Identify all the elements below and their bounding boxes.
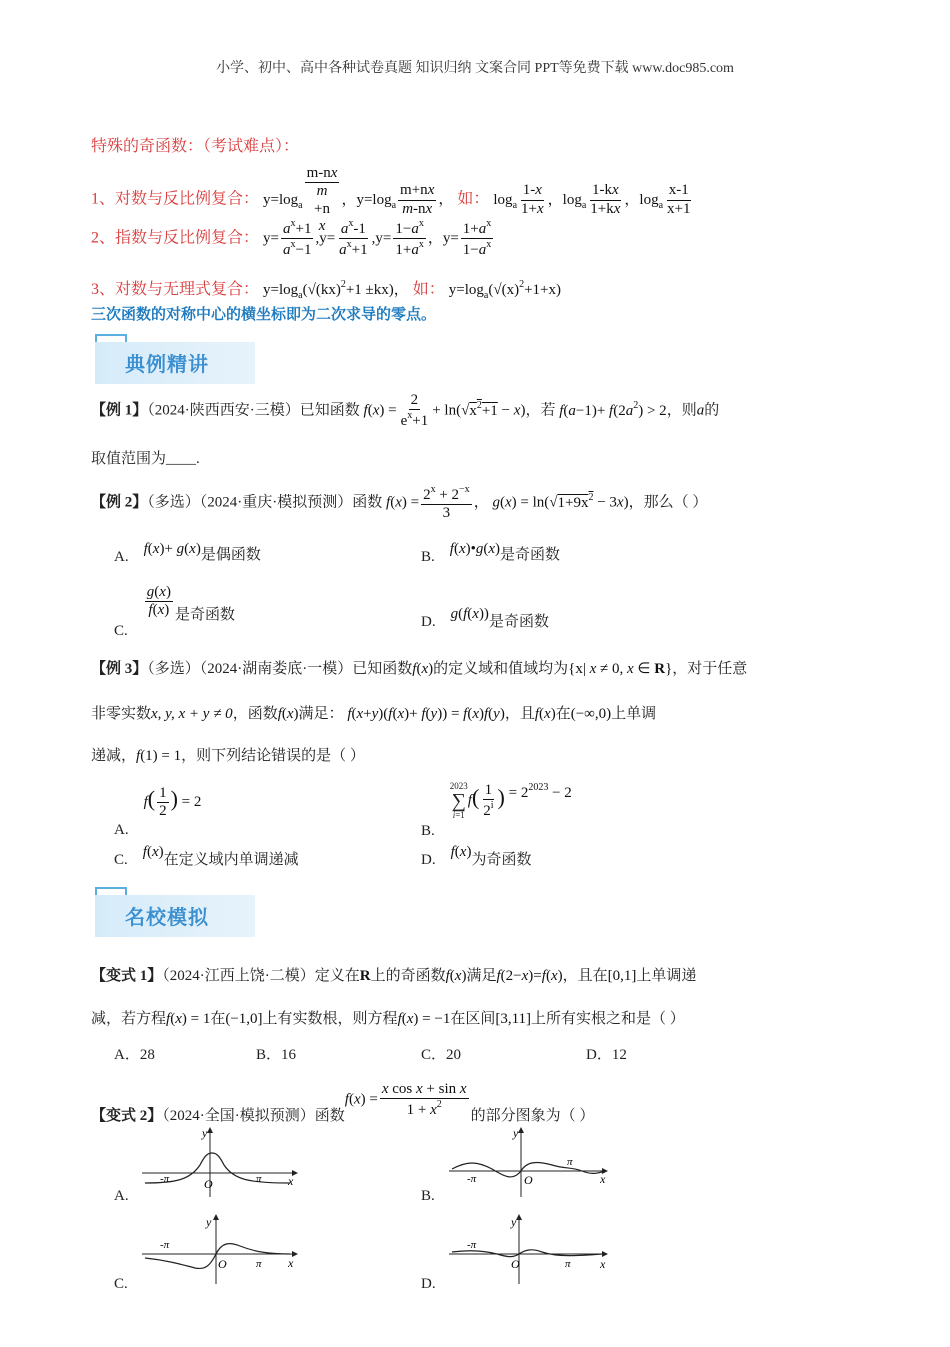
special-line-3: 3、对数与无理式复合： $y=\log_a(√(kx)^2+1 \pm kx)$， 如： $y=\log_a(√(x)^2+1+x)$ <box>91 279 562 301</box>
graph-d-y: y <box>511 1215 517 1229</box>
special-title: 特殊的奇函数：（考试难点）： <box>91 138 300 155</box>
graph-d-x: x <box>600 1257 606 1271</box>
variant-1-option-d[interactable]: D．12 <box>586 1047 627 1063</box>
example-2-option-a[interactable]: A. f(x)+ g(x)是偶函数 <box>114 541 261 565</box>
variant-2: 【变式 2】（2024·全国·模拟预测）函数f(x) = $\frac{\text{x cos x + sin x}}{1 + x^2}$ 的部分图象为（ ） <box>91 1081 595 1124</box>
example-3-option-b[interactable]: B. 2023 ∑ i=1 f( $\frac{1}{2^i}$ ) = $2^{2023} - 2$ <box>421 781 572 839</box>
variant-1-option-a[interactable]: A．28 <box>114 1047 155 1063</box>
example-3-line2: 非零实数x, y, x + y ≠ 0，函数f(x)满足： f(x+y)(f(x)+ f(y)) = f(x)f(y)，且f(x)在(−∞,0)上单调 <box>91 706 657 722</box>
graph-d-origin: O <box>511 1257 520 1271</box>
special-line-1: 1、对数与反比例复合： $y=\log_a$ m-nx m +n x ，$y=\log_a$ $\frac{m+nx}{m-nx}$ ， 如： $\log_a$ $\frac{1-x}{1+x}$ ，$\log_a$ $\frac{1-kx}{1+kx}$ ，$\log_a$ $\frac{x-1}{x+1}$ <box>91 165 691 234</box>
variant-1-line1: 【变式 1】（2024·江西上饶·二模）定义在R上的奇函数f(x)满足f(2−x)=f(x)，且在[0,1]上单调递 <box>91 968 697 984</box>
banner-examples: 典例精讲 <box>95 334 255 384</box>
graph-a-y: y <box>202 1126 208 1140</box>
banner-mock: 名校模拟 <box>95 887 255 937</box>
special-line-2: 2、指数与反比例复合： y= $\frac{a^x+1}{a^x-1}$ ,y= $\frac{a^x-1}{a^x+1}$ ,y= $\frac{1-a^x}{1+a^x}$ ，y= $\frac{1+a^x}{1-a^x}$ <box>91 218 492 259</box>
graph-a-pi: π <box>256 1173 262 1185</box>
example-2-option-c[interactable]: C. $\frac{g(x)}{f(x)}$ 是奇函数 <box>114 584 235 640</box>
example-2: 【例 2】（多选）（2024·重庆·模拟预测）函数 f(x) = $\frac{2^x + 2^{-x}}{3}$ ， $g(x) = \ln(√1+9x^2 - 3x)$，那么（ ） <box>91 484 708 522</box>
example-3-line1: 【例 3】（多选）（2024·湖南娄底·一模）已知函数f(x)的定义域和值域均为{x| x ≠ 0, x ∈ R}，对于任意 <box>91 661 748 677</box>
graph-c-x: x <box>288 1256 294 1270</box>
variant-1-option-c[interactable]: C．20 <box>421 1047 462 1063</box>
example-2-option-d[interactable]: D. g(f(x))是奇函数 <box>421 606 549 630</box>
cubic-note: 三次函数的对称中心的横坐标即为二次求导的零点。 <box>91 307 437 323</box>
variant-2-option-b-label[interactable]: B. <box>421 1188 435 1204</box>
graph-b-pi: π <box>567 1156 573 1168</box>
variant-1-line2: 减，若方程f(x) = 1在(−1,0]上有实数根，则方程f(x) = −1在区间[3,11]上所有实根之和是（ ） <box>91 1011 685 1027</box>
graph-d[interactable] <box>447 1212 612 1287</box>
example-3-line3: 递减，f(1) = 1，则下列结论错误的是（ ） <box>91 748 365 764</box>
example-3-option-a[interactable]: A. f( $\frac{1}{2}$ ) = 2 <box>114 785 202 839</box>
graph-d-pi: π <box>565 1258 571 1270</box>
variant-2-option-a-label[interactable]: A. <box>114 1188 129 1204</box>
graph-c-pi: π <box>256 1258 262 1270</box>
graph-a[interactable] <box>140 1125 300 1200</box>
graph-b-origin: O <box>524 1173 533 1187</box>
graph-a-neg-pi: -π <box>160 1173 170 1185</box>
graph-a-x: x <box>288 1174 294 1188</box>
variant-2-option-d-label[interactable]: D. <box>421 1276 436 1292</box>
graph-b-neg-pi: -π <box>467 1173 477 1185</box>
graph-b-x: x <box>600 1172 606 1186</box>
graph-c-y: y <box>206 1215 212 1229</box>
graph-c[interactable] <box>140 1212 300 1287</box>
example-1: 【例 1】（2024·陕西西安·三模）已知函数 f(x) = $\frac{2}{e^x+1}$ + $\ln(√x^2+1 - x)$，若 $f(a-1)+ f(2a^2) > 2$，则a的 <box>91 392 720 430</box>
graph-b-y: y <box>513 1126 519 1140</box>
example-1-line2: 取值范围为____. <box>91 451 200 467</box>
variant-1-option-b[interactable]: B．16 <box>256 1047 297 1063</box>
graph-b[interactable] <box>447 1125 612 1200</box>
example-2-option-b[interactable]: B. f(x)•g(x)是奇函数 <box>421 541 561 565</box>
graph-c-origin: O <box>218 1257 227 1271</box>
graph-d-neg-pi: -π <box>467 1239 477 1251</box>
graph-c-neg-pi: -π <box>160 1239 170 1251</box>
example-3-option-c[interactable]: C. f(x)在定义域内单调递减 <box>114 844 299 868</box>
graph-a-origin: O <box>204 1177 213 1191</box>
example-3-option-d[interactable]: D. f(x)为奇函数 <box>421 844 532 868</box>
variant-2-option-c-label[interactable]: C. <box>114 1276 128 1292</box>
page-header: 小学、初中、高中各种试卷真题 知识归纳 文案合同 PPT等免费下载 www.doc985.com <box>216 61 734 76</box>
